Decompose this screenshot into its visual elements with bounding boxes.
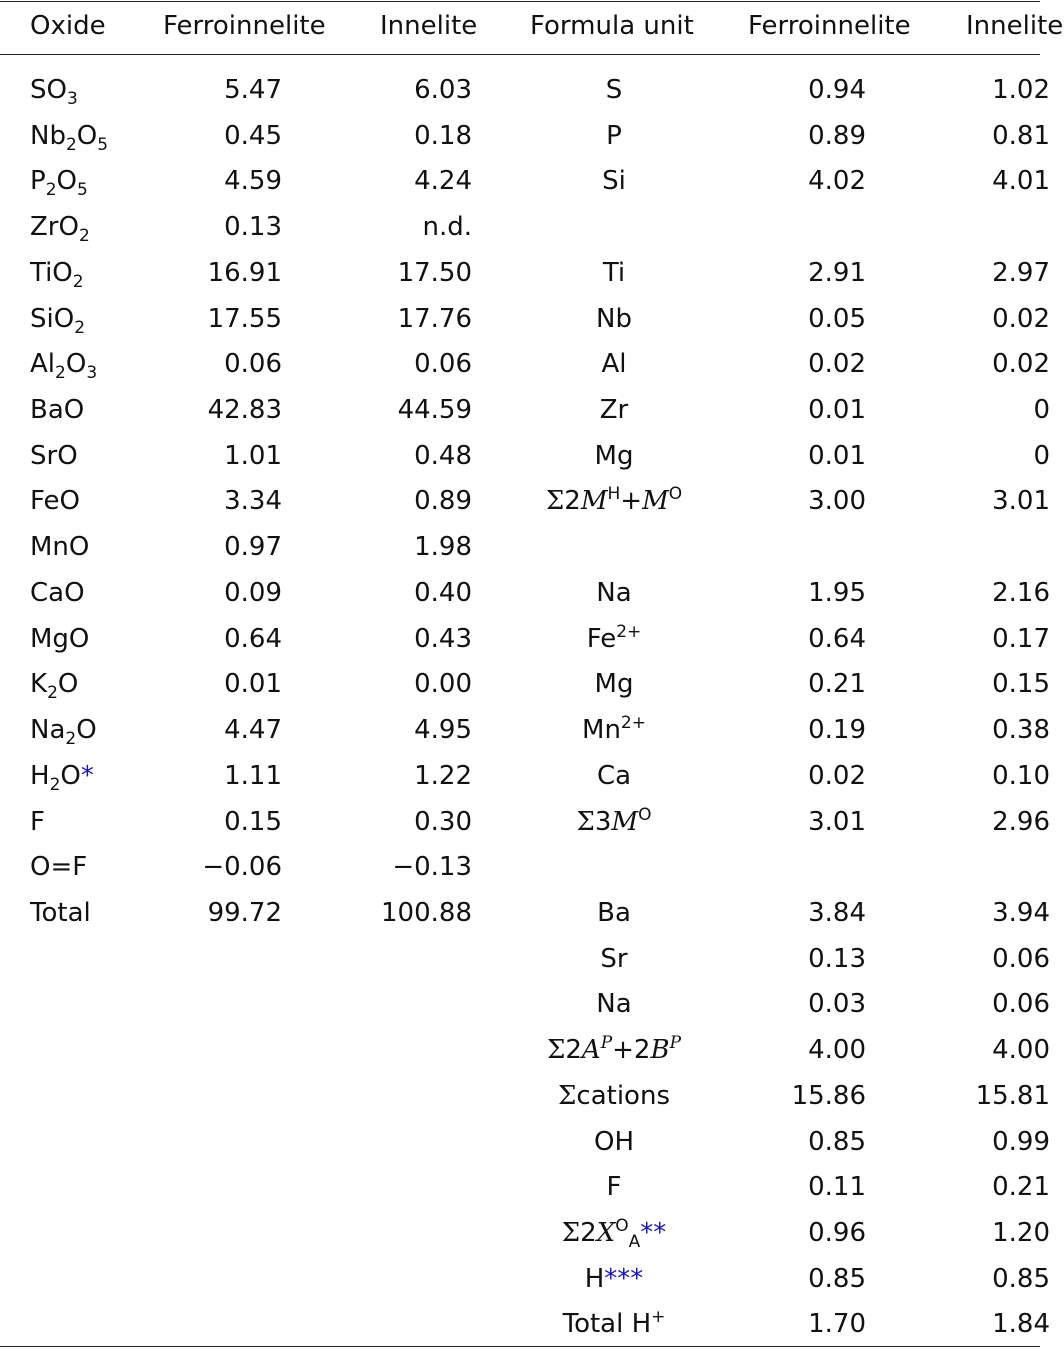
table-header-rule [0,54,1040,55]
innelite-oxide-value: n.d. [422,212,472,242]
ferroinnelite-oxide-value: 4.59 [224,166,282,196]
ferroinnelite-oxide-value: 17.55 [207,304,282,334]
innelite-oxide-value: 1.98 [414,532,472,562]
ferroinnelite-apfu-value: 0.19 [808,715,866,745]
header-innelite: Innelite [380,11,478,41]
ferroinnelite-apfu-value: 0.03 [808,989,866,1019]
innelite-oxide-value: 17.76 [397,304,472,334]
innelite-apfu-value: 0.06 [992,944,1050,974]
formula-unit-name: Sr [600,944,628,974]
oxide-name: CaO [30,578,85,608]
innelite-apfu-value: 1.20 [992,1218,1050,1248]
ferroinnelite-apfu-value: 0.02 [808,761,866,791]
formula-unit-name: Na [596,578,632,608]
ferroinnelite-oxide-value: 0.01 [224,669,282,699]
innelite-apfu-value: 4.00 [992,1035,1050,1065]
innelite-apfu-value: 0.02 [992,349,1050,379]
oxide-name: ZrO$_2$ [30,212,90,246]
innelite-apfu-value: 0.85 [992,1264,1050,1294]
ferroinnelite-apfu-value: 0.89 [808,121,866,151]
innelite-oxide-value: 0.48 [414,441,472,471]
ferroinnelite-oxide-value: 99.72 [207,898,282,928]
innelite-apfu-value: 3.94 [992,898,1050,928]
innelite-oxide-value: 4.24 [414,166,472,196]
header-formula-unit: Formula unit [530,11,694,41]
ferroinnelite-apfu-value: 0.85 [808,1127,866,1157]
innelite-oxide-value: 100.88 [381,898,472,928]
innelite-apfu-value: 4.01 [992,166,1050,196]
innelite-apfu-value: 0.81 [992,121,1050,151]
formula-unit-name: Σcations [558,1081,670,1111]
ferroinnelite-apfu-value: 4.02 [808,166,866,196]
oxide-name: FeO [30,486,80,516]
oxide-name: $H_2O*$ [30,761,94,795]
oxide-name: SiO$_2$ [30,304,86,338]
innelite-apfu-value: 0.06 [992,989,1050,1019]
table-bottom-rule [0,1346,1040,1347]
oxide-name: TiO$_2$ [30,258,84,292]
ferroinnelite-oxide-value: 1.11 [224,761,282,791]
innelite-apfu-value: 3.01 [992,486,1050,516]
oxide-name: $Na_2O$ [30,715,97,749]
formula-unit-name: Ti [602,258,626,288]
innelite-oxide-value: 0.89 [414,486,472,516]
table-top-rule [0,1,1040,2]
ferroinnelite-apfu-value: 3.01 [808,807,866,837]
ferroinnelite-apfu-value: 2.91 [808,258,866,288]
innelite-oxide-value: 1.22 [414,761,472,791]
ferroinnelite-apfu-value: 4.00 [808,1035,866,1065]
formula-unit-name: H*** [584,1264,644,1294]
ferroinnelite-oxide-value: 0.64 [224,624,282,654]
innelite-oxide-value: 4.95 [414,715,472,745]
header-oxide: Oxide [30,11,106,41]
innelite-oxide-value: 0.18 [414,121,472,151]
formula-unit-name: Nb [596,304,632,334]
innelite-apfu-value: 0.02 [992,304,1050,334]
innelite-oxide-value: 0.43 [414,624,472,654]
innelite-apfu-value: 0.21 [992,1172,1050,1202]
ferroinnelite-oxide-value: 0.13 [224,212,282,242]
formula-unit-name: F [606,1172,622,1202]
ferroinnelite-oxide-value: −0.06 [202,852,282,882]
formula-unit-name: Mg [594,669,634,699]
innelite-oxide-value: −0.13 [392,852,472,882]
formula-unit-name: $\Sigma 3M^O$ [576,805,652,837]
oxide-name: O=F [30,852,88,882]
innelite-oxide-value: 0.30 [414,807,472,837]
innelite-apfu-value: 0.17 [992,624,1050,654]
oxide-name: MgO [30,624,90,654]
ferroinnelite-apfu-value: 0.05 [808,304,866,334]
ferroinnelite-apfu-value: 0.11 [808,1172,866,1202]
ferroinnelite-apfu-value: 3.00 [808,486,866,516]
innelite-oxide-value: 44.59 [397,395,472,425]
oxide-name: F [30,807,45,837]
ferroinnelite-apfu-value: 0.64 [808,624,866,654]
ferroinnelite-oxide-value: 0.06 [224,349,282,379]
innelite-apfu-value: 0.99 [992,1127,1050,1157]
oxide-name: BaO [30,395,85,425]
innelite-oxide-value: 0.40 [414,578,472,608]
innelite-apfu-value: 2.16 [992,578,1050,608]
ferroinnelite-apfu-value: 0.01 [808,441,866,471]
innelite-oxide-value: 17.50 [397,258,472,288]
oxide-name: SrO [30,441,78,471]
formula-unit-name: $\Sigma 2X^O_A**$ [561,1216,667,1252]
innelite-apfu-value: 0.15 [992,669,1050,699]
oxide-name: Total [30,898,91,928]
ferroinnelite-oxide-value: 1.01 [224,441,282,471]
formula-unit-name: Al [601,349,627,379]
oxide-name: $K_2O$ [30,669,79,703]
ferroinnelite-apfu-value: 1.95 [808,578,866,608]
innelite-apfu-value: 1.84 [992,1309,1050,1339]
innelite-oxide-value: 6.03 [414,75,472,105]
formula-unit-name: $Fe^{2+}$ [586,622,642,654]
ferroinnelite-apfu-value: 0.85 [808,1264,866,1294]
ferroinnelite-oxide-value: 0.15 [224,807,282,837]
oxide-name: $P_2O_5$ [30,166,88,200]
ferroinnelite-apfu-value: 0.94 [808,75,866,105]
oxide-name: MnO [30,532,90,562]
ferroinnelite-oxide-value: 0.09 [224,578,282,608]
ferroinnelite-apfu-value: 3.84 [808,898,866,928]
formula-unit-name: Mg [594,441,634,471]
ferroinnelite-apfu-value: 0.21 [808,669,866,699]
innelite-apfu-value: 0 [1033,395,1050,425]
formula-unit-name: $\Sigma 2M^H+M^O$ [545,484,683,516]
formula-unit-name: P [606,121,622,151]
formula-unit-name: Ca [596,761,632,791]
innelite-apfu-value: 0 [1033,441,1050,471]
innelite-apfu-value: 2.97 [992,258,1050,288]
formula-unit-name: $\Sigma 2A^P+2B^P$ [546,1033,682,1065]
ferroinnelite-oxide-value: 42.83 [207,395,282,425]
header-ferroinnelite: Ferroinnelite [163,11,326,41]
ferroinnelite-oxide-value: 3.34 [224,486,282,516]
formula-unit-name: Si [602,166,626,196]
innelite-apfu-value: 0.38 [992,715,1050,745]
formula-unit-name: Ba [597,898,631,928]
header-ferroinnelite-formula: Ferroinnelite [748,11,911,41]
formula-unit-name: $Mn^{2+}$ [582,713,646,745]
ferroinnelite-oxide-value: 0.45 [224,121,282,151]
ferroinnelite-oxide-value: 16.91 [207,258,282,288]
oxide-name: $SO_3$ [30,75,78,109]
ferroinnelite-apfu-value: 1.70 [808,1309,866,1339]
formula-unit-name: Na [596,989,632,1019]
formula-unit-name: Zr [599,395,629,425]
ferroinnelite-apfu-value: 0.01 [808,395,866,425]
innelite-apfu-value: 15.81 [975,1081,1050,1111]
innelite-apfu-value: 0.10 [992,761,1050,791]
ferroinnelite-apfu-value: 15.86 [791,1081,866,1111]
ferroinnelite-apfu-value: 0.13 [808,944,866,974]
oxide-name: $Nb_2O_5$ [30,121,109,155]
ferroinnelite-oxide-value: 4.47 [224,715,282,745]
formula-unit-name: OH [593,1127,635,1157]
innelite-apfu-value: 1.02 [992,75,1050,105]
ferroinnelite-apfu-value: 0.96 [808,1218,866,1248]
innelite-apfu-value: 2.96 [992,807,1050,837]
ferroinnelite-apfu-value: 0.02 [808,349,866,379]
oxide-name: $Al_2O_3$ [30,349,98,383]
formula-unit-name: Total H+ [562,1307,666,1339]
innelite-oxide-value: 0.00 [414,669,472,699]
ferroinnelite-oxide-value: 0.97 [224,532,282,562]
ferroinnelite-oxide-value: 5.47 [224,75,282,105]
header-innelite-formula: Innelite [966,11,1064,41]
innelite-oxide-value: 0.06 [414,349,472,379]
formula-unit-name: S [605,75,623,105]
